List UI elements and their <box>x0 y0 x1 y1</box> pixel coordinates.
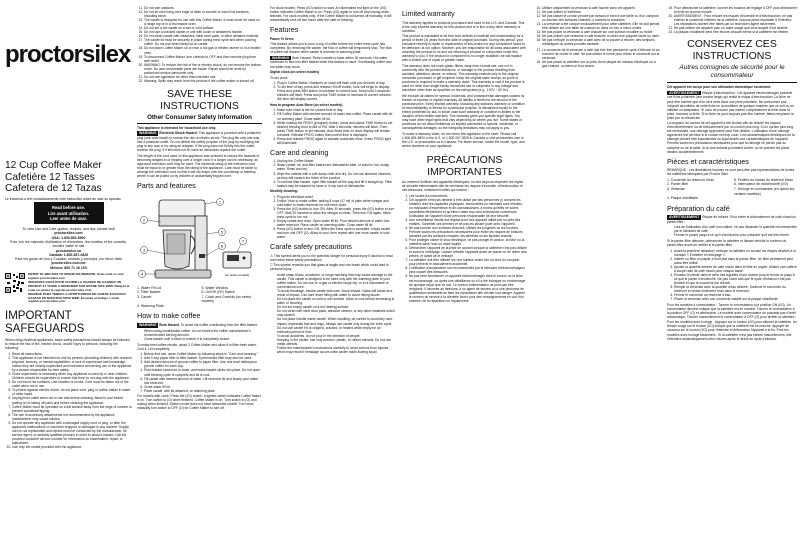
safeguard-item: 5. To protect against electric shock, do not place cord, plug or coffee maker in water or other liquid. <box>12 388 132 396</box>
qr-text-en: ENTER TO WIN 2018 TO SPEND ON WEBSITE. Scan code or visit register.proctorsilex.com <box>28 272 124 280</box>
warning-badge: AVERTISSEMENT <box>669 90 700 95</box>
care-step: 2. Wash carafe, lid, and filter basket are dishwasher-safe, or wash in hot, soapy water. Rinse and dry. <box>277 163 395 171</box>
how-step: 7. Place carafe, with lid attached, on warming plate. <box>144 389 262 393</box>
monthly-steps <box>270 195 395 240</box>
carafe-intro-2-text: This symbol reminds you that glass is fragile and can break which could lead to personal injury. <box>270 263 389 272</box>
precaution-item: 14. Ne pas placer la verseuse à café chaude sur une surface mouillée ou froide. <box>542 30 661 34</box>
qr-section <box>5 273 132 304</box>
warranty-paragraph: This product is warranted to be free from defects in material and workmanship for a period of three (3) years from the date of original purchase. During this period, your exclusive remedy is repair or replacement of this product or any component found to be defective, at our option; however, you are responsible for all costs associated with returning the product to us and our returning a product or component under this warranty to you. If the product or component is no longer available, we will replace with a similar one of equal or greater value. <box>402 34 526 63</box>
pause-serve-title: Pause 'N Serve <box>270 36 294 41</box>
warning-badge: WARNING <box>272 55 290 60</box>
precautions-heading: PRÉCAUTIONS IMPORTANTES <box>426 153 503 178</box>
carafe-intro-2 <box>270 263 395 271</box>
precautions-list <box>402 194 527 303</box>
burn-warning <box>137 323 262 328</box>
prep-step: 6. Fermer le couvercle du réservoir d'eau. <box>674 293 797 297</box>
carafe-item: • To avoid breakage, handle carafe with care. Avoid impact. Glass will break as a result of impact. Use care when filling with water to avoid hitting faucet. <box>277 289 395 297</box>
phone-ca: Canada: 1.800.267.2826 <box>48 252 89 257</box>
precaution-item: 6. Débrancher l'appareil de la prise de courant lorsque la cafetière n'est pas utilisée et avant le nettoyage. Laisser refroidir l'appareil avant de placer ou de retirer des pièces, et avant de le nettoyer. <box>409 246 527 258</box>
household-note-fr: Cet appareil est conçu pour une utilisation domestique seulement. <box>667 85 772 90</box>
precaution-item: 4. Ne pas toucher aux surfaces chaudes. Utiliser les poignées ou les boutons. Prendre toutes les précautions nécessaires pour éviter les risques de brûlures causées par les surfaces chaudes, les aliments ou les liquides chauds. <box>409 226 527 238</box>
title-en: 12 Cup Coffee Maker <box>5 160 102 171</box>
prep-switch-models: Pour les modèles à commutateur : Tourner le commutateur à la position ON (I/O). Un commutateur illuminé indique que la cafetière est en marche. Tourner le commutateur à la position OFF (O) et débrancher. Le modèle avec commutateur ne possède pas d'arrêt automatique. Tourner manuellement le commutateur à OFF (O) pour arrêter la cafetière. <box>667 302 796 319</box>
select-models-note: (on select models) <box>224 272 250 277</box>
how-step: 5. Fill carafe with desired amount of water. Lift reservoir lid and slowly pour water into reservoir. <box>144 377 262 385</box>
safeguard-item: 1. Read all instructions. <box>12 352 132 356</box>
carafe-items <box>270 273 395 354</box>
callout-5: 5 <box>220 228 224 234</box>
care-heading: Care and cleaning <box>270 147 329 157</box>
burn-text: To avoid hot coffee overflowing from the filter basket: <box>180 322 258 327</box>
precaution-item: 13. La verseuse a été conçue exclusivement pour cette cafetière. Elle ne doit jamais être utilisée sur une table de cuisson ou dans un four à micro-ondes. <box>542 22 661 30</box>
safeguard-item: 7. Coffee Maker must be operated on a flat surface away from the edge of counter to prevent accidental tipping. <box>12 405 132 413</box>
features-heading: Features <box>270 25 299 35</box>
safeguard-item: 11. Do not use outdoors. <box>144 6 262 10</box>
part-item: 5. Water Window <box>201 285 229 290</box>
safeguard-item: 13. The carafe is designed for use with this Coffee Maker. It must never be used on a range top or in a microwave oven. <box>144 18 262 26</box>
warranty-precautions-column <box>402 6 527 304</box>
callout-3: 3 <box>142 246 146 252</box>
program-heading: How to program Auto Brew (on select models) <box>270 102 343 107</box>
cord-text-fr: La longueur du cordon de cet appareil a été choisie afin de réduire les risques d'enchevêtrement ou de trébuchement par un cordon plus long. Si un cordon plus long est nécessaire, une rallonge approuvée peut être utilisée. L'utilisation d'une rallonge approuvée est permise si le cordon est trop court. Les caractéristiques électriques de la rallonge doivent être équivalentes ou supérieures aux caractéristiques de l'appareil. Prendre toutes les précautions nécessaires pour que la rallonge ne pende pas du comptoir ou de la table, là où des enfants pourraient la tirer, ou se prendre les pieds dedans accidentellement. <box>667 121 795 154</box>
prep-steps <box>667 249 797 302</box>
warranty-paragraph: This warranty does not cover glass, filters, wear from normal use, use not in conformity with the printed directions, or damage to the product resulting from accident, alteration, abuse, or misuse. This warranty extends only to the original consumer purchaser or gift recipient. Keep the original sales receipt, as proof of purchase is required to make a warranty claim. This warranty is void if the product is used for other than single-family household use or subjected to any voltage and waveform other than as specified on the rating label (e.g., 120V ~ 60 Hz). <box>402 63 525 93</box>
piece-item: 2. Panier-filtre <box>667 182 689 187</box>
carafe-item: • Do not set empty carafe on a hot heating surface. <box>277 305 395 309</box>
prep-bullet: • Lors de l'utilisation d'un café non calibré, ne pas dépasser la quantité recommandée par le fabricant de café. <box>674 225 797 233</box>
how-step: 6. Close water fill lid. <box>144 385 262 389</box>
precaution-item: 15. Ne pas utiliser une verseuse à café fissurée ou avec une poignée lâche ou usée. <box>542 34 661 38</box>
monthly-step: 4. Empty carafe and rinse. Open water fill lid. Pour desired amount of water into water reservoir. Place carafe on warming plate. Close water fill lid. <box>277 219 395 227</box>
features-care-column <box>270 6 395 355</box>
carafe-heading: Carafe safety precautions <box>270 242 352 252</box>
precaution-item: 10. Utiliser uniquement la verseuse à café fournie avec cet appareil. <box>542 6 661 10</box>
precaution-item: 9. Ne pas faire fonctionner un appareil électroménager dont le cordon ou la fiche est endommagé, ou après une défaillance ou s'il a été échappé ou endommagé de quelque façon que ce soit. Le cordon d'alimentation ne peut pas être remplacé. Il incombe au fabricant, à un agent de service ou à une personne de qualification semblable de faire les réparations afin d'éviter tout danger. Appeler le numéro du service à la clientèle fourni pour des renseignements en vue d'un examen, de la réparation ou l'ajustement. <box>409 274 527 302</box>
brand-logo: proctorsilex <box>5 41 131 68</box>
monthly-step: 2. Follow 'How to make coffee' adding 8 cups (47 ml) of plain white vinegar and cold water to water reservoir for one brew cycle. <box>277 199 395 207</box>
care-step: 3. Wipe the outside with a soft damp cloth and dry. Do not use abrasive cleaners, as they will scratch the finish of the product. <box>277 172 395 180</box>
program-steps <box>270 108 395 144</box>
safeguards-intro: When using electrical appliances, basic safety precautions should always be followed to reduce the risk of fire, electric shock, and/or injury to persons, including the following: <box>5 338 130 351</box>
callout-2: 2 <box>142 216 146 222</box>
divider <box>667 82 797 83</box>
precaution-item: 3. Une surveillance étroite est requise pour tout appareil utilisé par ou près des enfants. Surveiller ces derniers et ne pas les laisser jouer avec l'appareil. <box>409 218 527 226</box>
url-us[interactable]: proctorsilex.com <box>54 231 83 236</box>
safeguard-item: 14. Do not set a hot carafe on a wet or cold surface. <box>144 26 262 30</box>
switch-models-note: For models with clock: Press the (I/O) switch. A lighted switch indicates Coffee Maker is on. Turn switch to (O) when finished. Coffee Maker is on. Turn switch to (O) and unplug when finished. Switch model does not have automatic shutoff. Turn must manually turn switch to OFF (O) for Coffee Maker to turn off. <box>137 394 261 411</box>
pieces-list <box>667 178 797 201</box>
carafe-item: • Do not place handle inside carafe. When handling, be careful to avoid any hard impact, especially that and rings. Always use carafe only during the brew cycle. <box>277 317 395 325</box>
piece-item: 3. Verseuse <box>667 186 685 191</box>
title-es: Cafetera de 12 Tazas <box>5 183 102 194</box>
part-item: 6. On/Off (I/O) Switch <box>201 290 235 295</box>
clock-heading: Digital clock (on select models) <box>270 70 320 75</box>
clock-models-intro: For clock models: Press (I/O) button to start. An illuminated red light on the (I/O) button indicates Coffee Maker is on. Press (I/O) again to turn off and unplug when finished. For clock models only: If the Coffee Maker is not turned off manually, it will automatically shut off two hours after the start of brewing. <box>270 6 392 23</box>
carafe-item: • Do not use carafe if it is chipped, cracked, or heated while empty for an extended period of time. <box>277 326 395 334</box>
callout-4: 4 <box>140 270 144 276</box>
precaution-item: 12. Ne pas laisser le cordon pendre par dessus le bord d'une table ou d'un comptoir, ou toucher des surfaces chaudes, y compris la cuisinière. <box>542 14 661 22</box>
warranty-paragraph: We exclude all claims for special, incidental, and consequential damages caused by breach of express or implied warranty. All liability is limited to the amount of the purchase price. Every implied warranty, including any statutory warranty or condition of merchantability or fitness for a particular purpose, is disclaimed except to the extent prohibited by law, in which case such warranty or condition is limited to the duration of this written warranty. This warranty gives you specific legal rights. You may have other legal rights that vary depending on where you live. Some states or provinces do not allow limitations on implied warranties or special, incidental, or consequential damages, so the foregoing limitations may not apply to you. <box>402 93 525 131</box>
prep-step: 7. Placer la verseuse avec son couvercle installé sur la plaque chauffante. <box>674 297 797 301</box>
part-item: 3. Carafe <box>137 294 152 299</box>
carafe-intro-1-text: This symbol alerts you to the potential danger for personal injury if alcohol to read and follow these safety precautions. <box>270 253 393 262</box>
burn-bullet: • When using uncalibrated coffee, do not exceed the coffee manufacturer's recommended serving amount. <box>144 329 262 337</box>
warning-badge: WARNING <box>139 322 157 327</box>
web-info <box>5 227 132 270</box>
piece-item: 6. Interrupteur de marche/arrêt (I/O) <box>734 182 788 187</box>
web-en: To view Use and Care guides, recipes, and tips, please visit <box>22 227 115 232</box>
safeguard-item: 9. Do not operate any appliance with a damaged supply cord or plug, or after the appliance malfunctions or has been dropped or damaged in any manner. Supply cord is not replaceable and repairs must be conducted by the manufacturer, its service agent, or similarly qualified persons in order to avoid a hazard. Call the provided customer service number for information on examination, repair, or adjustment. <box>12 421 132 445</box>
read-es: Leer antes de usar. <box>49 215 88 221</box>
clock-sub: To set clock: <box>270 75 289 80</box>
prep-step: 5. Remplir la verseuse avec la quantité d'eau désirée. Soulever le couvercle du réservoir et verser lentement l'eau dans le réservoir. <box>674 285 797 293</box>
divider <box>137 123 262 124</box>
cord-text: The length of the cord used on this appliance was selected to reduce the hazards of becoming tangled in or tripping over a longer cord. If a longer cord is necessary, an approved extension cord may be used. The electrical rating of the extension cord must be equal to or greater than the rating of the appliance. Care must be taken to arrange the extension cord so that it will not drape over the countertop or tabletop where it can be pulled on by children or accidentally tripped over. <box>137 153 260 178</box>
precaution-item: 7. La cafetière doit être utilisée sur une surface droite loin du bord du comptoir, pour prévenir le basculement accidentel. <box>409 258 527 266</box>
safeguards-column <box>137 6 262 412</box>
shock-text: This appliance is provided with a polarized plug (one wide blade) to reduce the risk of electric shock. The plug fits only one way into a polarized outlet. Do not defeat the safety purpose of the plug by modifying the plug in any way or by using an adapter. If the plug does not fit fully into the outlet, reverse the plug. If it still does not fit, have an electrician replace the outlet. <box>137 131 261 153</box>
parts-list <box>137 286 262 309</box>
safeguard-item: 20. WARNING: To reduce the risk of fire or electric shock, do not remove the bottom cover. No user-serviceable parts are inside. Repair should be done by authorized service personnel only. <box>144 63 262 75</box>
prep-bullets <box>667 225 797 237</box>
safeguard-item: 6. Unplug from outlet when not in use and before cleaning. Allow to cool before putting on or taking off parts and before cleaning the appliance. <box>12 396 132 404</box>
coffee-maker-diagram <box>137 194 257 284</box>
coffee-maker-illustration <box>137 194 257 284</box>
part-item: 7. Clock and Controls (on select models) <box>201 294 252 304</box>
warning-badge: AVERTISSEMENT <box>669 215 700 220</box>
carafe-item: • To avoid accidents, do not pour in the direction of people. <box>277 334 395 338</box>
safeguard-item: 8. The use of accessory attachments not recommended by the appliance manufacturer may cause injuries. <box>12 413 132 421</box>
program-step: 1. Make sure clock is set for current time of day. <box>277 108 395 112</box>
intro-note: Le instamos a leer cuidadosamente este instructivo antes de usar su aparato. <box>5 196 122 201</box>
french-use-column <box>667 6 797 342</box>
fragile-glass-icon: ▽ <box>270 263 273 268</box>
safeguard-item: 19. To disconnect Coffee Maker, turn controls to OFF and then remove plug from wall outlet. <box>144 55 262 63</box>
clock-step: 1. Plug in Coffee Maker. Numbers on clock will flash until you set time of day. <box>277 81 395 85</box>
part-item: 1. Water Fill Lid <box>137 285 162 290</box>
monthly-step: 3. Press the (I/O) button to turn ON. After 30 seconds, press the (I/O) button to turn OFF. Wait 20 minutes to allow the vinegar to clean. Then turn ON again. Allow brew cycle to run out. <box>277 207 395 219</box>
title-fr: Cafetière 12 Tasses <box>5 171 95 183</box>
carafe-item: • Follow the manufacturer's instructions carefully to avoid serious burn injuries which may result if breakage occurs while carafe holds flowing liquid. <box>277 346 395 354</box>
warning-triangle-icon: ⚠ <box>270 253 273 258</box>
phone-us: USA: 1.800.851.8900 <box>51 235 86 240</box>
precaution-item: 5. Pour protéger contre le choc électrique, ne pas plonger le cordon, la fiche ou la cafetière dans l'eau ou autre liquide. <box>409 238 527 246</box>
clock-steps <box>270 81 395 101</box>
monthly-step: 5. Press (I/O) button to turn ON. When the brew cycle is complete, empty carafe and turn unit OFF (O). Allow to cool, then repeat with one more carafe of cold water. <box>277 227 395 239</box>
callout-1: 1 <box>218 198 222 204</box>
household-note: This appliance is intended for household use only. <box>137 125 217 130</box>
prep-step: 2. Insérer un filtre en papier à fond plat dans le panier-filtre. Un filtre permanent peut aussi être utilisé. <box>674 257 797 265</box>
url-ca[interactable]: proctorsilex.ca <box>56 248 81 253</box>
pause-warning <box>270 56 395 69</box>
precautions-cont-column <box>535 6 661 70</box>
conserve-subheading: Autres consignes de sécurité pour le consommateur <box>679 64 785 79</box>
prep-warning-text: Risque de brûlure. Pour éviter le débordement de café chaud du panier-filtre : <box>667 215 797 224</box>
clock-step: 2. To set time of day, press and release HOUR button, hour will begin to display. Press and press MIN button to increase to current hour. Keep hold 3 seconds; minutes will flash. Press and press TIME button to increase to current minutes. Set time will display current. <box>277 85 395 101</box>
carafe-item: • Do not clean with steel wool pads, abrasive cleaner, or any other materials which may scratch. <box>277 309 395 317</box>
carafe-item: • Keeping in the carafe, use only wooden, plastic, or rubber utensils. Do not use metal utensils. <box>277 338 395 346</box>
other-safety-heading: Other Consumer Safety Information <box>147 113 252 121</box>
safeguard-item: 4. Do not touch hot surfaces. Use handles or knobs. Cord must be taken out of the outlet when not in use. <box>12 380 132 388</box>
piece-item: 1. Couvercle du réservoir d'eau <box>667 177 715 182</box>
part-item: 2. Filter Basket <box>137 290 161 295</box>
prep-first-note: Si le panier-filtre déborde, débrancher la cafetière et laisser refroidir le contenu du panier-filtre avant de vérifier si le panier-filtre. <box>667 238 787 248</box>
read-before-use-box <box>34 202 104 224</box>
precautions-list-end <box>667 6 797 34</box>
prep-step: 3. Ajouter la quantité désirée de café moulu dans le filtre en papier. Utiliser une cuillère à soupe rase de café moulu pour chaque tasse. <box>674 265 797 273</box>
precautions-list-cont <box>535 6 661 46</box>
safeguard-item: 22. Warning: Spills may result from this product if the coffee maker is turned off. <box>144 79 262 83</box>
qr-text-es: INGRESE PARA TENER LA OPORTUNIDAD DE GANAR $100 PARA GASTAR EN NUESTRO SITIO WEB. Escanee el código o visite register.proctorsilex.com <box>28 291 126 304</box>
qr-code-icon[interactable] <box>5 273 25 293</box>
pieces-heading: Pièces et caractéristiques <box>667 156 749 166</box>
phone-mx: México: 800 71 16 100 <box>50 265 87 270</box>
carafe-item: • Do not place the carafe on cold or wet surface. Allow to cool before immersing in water or cleaning. <box>277 297 395 305</box>
program-step: 4. Press and release PROG again to activate automatic brew. Green PROG light will illuminate. <box>277 137 395 145</box>
first-use-note: To make best coffee results, about 2 Coffee Maker and allow it to filter fresh water, Cool it. Let completely. <box>137 342 257 351</box>
safeguard-item: 18. Do not place Coffee Maker on or near a hot gas or electric burner or in a heated oven. <box>144 46 262 54</box>
safeguard-item: 15. Do not use a cracked carafe or one with loose or weakened handle. <box>144 30 262 34</box>
precaution-item: 8. L'utilisation d'accessoires non recommandés par le fabricant d'électroménagers peut causer des blessures. <box>409 266 527 274</box>
warranty-paragraph: This warranty applies to products purchased and used in the U.S. and Canada. This is the only express warranty for this product and is in lieu of any other warranty or condition. <box>402 20 525 33</box>
prep-bullet: • Fermer le panier jusqu'à ce qu'il s'enclenche pour s'assurer qu'il est bien fermé. <box>674 233 797 237</box>
precaution-item: 22. La plaque chauffante peut être encore chaude même si la cafetière est éteinte. <box>674 30 797 34</box>
conserve-heading: CONSERVEZ CES INSTRUCTIONS <box>687 38 777 63</box>
precaution-item: 21. Ne pas utiliser cet appareil pour un autre usage que celui auquel il est destiné. <box>674 26 797 30</box>
safeguard-item: 21. Do not use appliance for other than intended use. <box>144 75 262 79</box>
shock-title: Electrical Shock Hazard: <box>159 131 198 136</box>
precaution-item: 19. Pour débrancher la cafetière, tourner les boutons de réglage à OFF puis débrancher la fiche de la prise murale. <box>674 6 797 14</box>
how-step: 2. Add 4-cup paper filter to filter basket. A permanent filter may also be used. <box>144 356 262 360</box>
warning-badge: WARNING <box>139 131 157 136</box>
pause-warning-text: Burn Hazard. Return carafe to base within 30 seconds. Hot water continues to flow into filter basket when this feature is used. Overflowing coffee and hot water may occur. <box>270 55 392 69</box>
read-en: Read before use. <box>52 205 85 211</box>
burn-bullets <box>137 329 262 341</box>
pieces-note: REMARQUE : Les illustrations fournies ne sont peut-être pas représentatives de toutes les cafetières fabriquées par Proctor Silex. <box>667 168 795 177</box>
how-step: 3. Add desired amount of ground coffee to paper filter. Use one level tablespoon ground coffee for each cup. <box>144 360 262 368</box>
url-mx[interactable]: proctorsilex.com.mx <box>51 261 86 266</box>
prep-heading: Préparation du café <box>667 203 730 213</box>
safeguard-item: 10. Use only the carafe provided with the appliance. <box>12 445 132 449</box>
burn-title: Burn Hazard. <box>159 322 180 327</box>
pause-serve-text: This feature allows you to pour a cup of coffee before the entire brew cycle has completed. By removing the carafe, the flow of coffee will temporarily stop. The flow of coffee will resume when carafe is returned to warming plate. <box>270 42 392 55</box>
shock-warning <box>137 131 262 152</box>
part-item: 4. Warming Plate <box>137 303 164 308</box>
precaution-item: 1. Lire toutes les instructions. <box>409 194 527 198</box>
read-fr: Lire avant utilisation. <box>48 210 89 216</box>
how-to-heading: How to make coffee <box>137 311 201 321</box>
carafe-item: • Avoid sharp blows, scratches, or rough handling that may cause damage to the carafe. This carafe is designed to be used only with the warming plate of your coffee maker. Do not use on a gas or electric range top, or in a microwave or conventional oven. <box>277 273 395 289</box>
safeguard-item: 12. Do not let cord hang over edge of table or counter or touch hot surfaces, including stove. <box>144 10 262 18</box>
web-es: Para ver guías de Uso y Cuidado, recetas y consejos, por favor visite <box>14 257 123 262</box>
product-title <box>5 160 132 195</box>
safeguard-item: 2. This appliance is not intended for use by persons (including children) with reduced physical, sensory, or mental capabilities, or lack of experience and knowledge, unless they are closely supervised and instructed concerning use of the appliance by a person responsible for their safety. <box>12 356 132 372</box>
prep-step: 1. Avant la première utilisation, nettoyer la cafetière en suivant les étapes décrites à la rubrique « Entretien et nettoyage ». <box>674 249 797 257</box>
precaution-item: 16. Ne pas nettoyer la verseuse à café avec de la poudre à récurer, des tampons métalliques ou autres produits abrasifs. <box>542 38 661 46</box>
qr-text <box>28 273 132 304</box>
prep-step: 4. Pousser le panier dans le sens des aiguilles d'une montre pour le fermer et jusqu'à ce que le panier s'enclenche. Ne pas ouvrir tant que le cycle d'infusion n'est pas terminé et que le couvercle est refroidi. <box>674 273 797 285</box>
shock-text-fr: Risque d'électrocution : Cet appareil électroménager possède une fiche polarisée (une broche large) qui réduit le risque d'électrocution. La fiche ne peut être insérée que d'un seul sens dans une prise polarisée. Ne contournez pas l'objectif sécuritaire de cette fiche en la modifiant de quelque manière que ce soit ou en utilisant un adaptateur. Si vous ne pouvez pas insérer complètement la fiche dans la prise, inversez la fiche. Si la fiche ne peut toujours pas être insérée, faites remplacer la prise par un électricien. <box>667 90 794 120</box>
save-instructions-heading: SAVE THESE INSTRUCTIONS <box>160 87 239 112</box>
prep-clock-models: Pour les modèles avec horloge : Appuyer sur le bouton (I/O) pour allumer la cafetière. Un témoin rouge sur le bouton (I/O) indique que la cafetière est en marche. Appuyer de nouveau sur le bouton (I/O) pour l'éteindre et débrancher l'appareil à la fin. Pour les modèles avec horloge seulement : Si la cafetière n'est pas éteinte manuellement, elle s'éteindra automatiquement deux heures après le début du cycle d'infusion. <box>667 320 797 341</box>
safeguards-heading: IMPORTANT SAFEGUARDS <box>5 310 85 336</box>
cover-column <box>5 6 132 451</box>
safeguards-list <box>5 352 132 449</box>
piece-item: 5. Fenêtre du niveau du réservoir d'eau <box>734 177 794 182</box>
care-step: 1. Unplug the Coffee Maker. <box>277 159 395 163</box>
program-step: 2. Fill Coffee Maker with desired amount of water and coffee. Place carafe with lid on warming plate. Close water fill lid. <box>277 112 395 120</box>
burn-bullet: • Close basket until it clicks to ensure it is completely closed. <box>144 337 262 341</box>
shock-warning-fr <box>667 91 797 120</box>
safeguard-item: 3. Close supervision is necessary when any appliance is used by or near children. Children should be supervised to ensure that they do not play with the appliance. <box>12 372 132 380</box>
warranty-paragraph: To make a warranty claim, do not return this appliance to the store. Please call 1.800.851.8900 in the U.S. or 1.800.267.2826 in Canada or visit proctorsilex.com in the U.S. or proctorsilex.ca in Canada. For faster service, locate the model, type, and series numbers on your appliance. <box>402 131 525 148</box>
how-step: 1. Before first use, clean Coffee Maker by following steps in "Care and cleaning." <box>144 352 262 356</box>
care-steps <box>270 159 395 187</box>
piece-item: 7. Horloge et commandes (en option sur certains modèles) <box>734 186 795 196</box>
how-steps <box>137 352 262 392</box>
precaution-item: 2. Cet appareil n'est pas destiné à être utilisé par des personnes (y compris les enfants) dont les capacités physiques, sensorielles ou mentales sont réduites, ou manquant d'expérience et de connaissances, à moins qu'elles ne soient surveillées étroitement et qu'elles n'aient reçu des instructions concernant l'utilisation de l'appareil d'une personne responsable de leur sécurité. <box>409 198 527 218</box>
web-fr: Pour voir les manuels d'utilisation et d'entretien, les recettes et les conseils, veuillez visiter le site <box>10 239 127 249</box>
monthly-step: 1. Plug into electrical outlet. <box>277 195 395 199</box>
monthly-heading: Monthly cleaning: <box>270 189 299 194</box>
program-step: 3. While holding the PROG (program) button, press and pause TIME button to set desired brewing hour to AM or PM. Wait 3 seconds; minutes will flash. Then, press TIME button to set minutes. Auto Brew time on clock display will remain constant. Release PROG button that current time is displayed. <box>277 121 395 137</box>
warranty-heading: Limited warranty <box>402 9 455 18</box>
precaution-item: 11. Ne pas utiliser à l'extérieur. <box>542 10 661 14</box>
precautions-intro: Au moment d'utiliser des appareils électriques, on doit toujours respecter les règles de sécurité élémentaires afin de minimiser les risques d'incendie, d'électrocution et des blessures, notamment celles qui suivent : <box>402 179 524 192</box>
qr-text-fr: INSCRIVEZ-VOUS POUR COURIR LA CHANCE DE GAGNER UN PRODUIT 12 TASSE A DEPENSER SUR NOTRE SITE WEB. Balayez le code ou visitez le register.proctorsilex.com <box>28 279 130 292</box>
safeguard-item: 16. Do not clean carafe with cleansers, steel wool pads, or other abrasive material. <box>144 34 262 38</box>
parts-heading: Parts and features <box>137 181 196 190</box>
callout-7: 7 <box>241 237 245 243</box>
carafe-intro-1 <box>270 254 395 262</box>
precautions-list-col6 <box>535 48 661 68</box>
precaution-item: 18. Ne pas placer la cafetière sur ou près d'une plaque de cuisson électrique ou à gaz chaude, ou dans un four chaud. <box>542 60 661 68</box>
safeguard-item: 17. The carafe lid must be securely in place during brew cycle and when pouring coffee. Do not use when steep lid on carafe. <box>144 38 262 46</box>
precaution-item: 20. AVERTISSEMENT : Pour réduire les risques d'incendie et d'électrocution, ne pas enlever le couvercle inférieur de la cafetière. Aucune pièce réparable à l'intérieur. Les réparations doivent être faites par un technicien agréé seulement. <box>674 14 797 26</box>
piece-item: 4. Plaque chauffante <box>667 196 699 201</box>
safeguards-list-cont <box>137 6 262 83</box>
care-step: 4. To remove filter basket, open filter basket all the way and lift it straight up. Filter basket may be washed by hand or in top rack of dishwasher. <box>277 180 395 188</box>
precaution-item: 17. Le couvercle de la verseuse à café doit être fixé pendant le cycle d'infusion et au moment de verser le café. Ne pas utiliser le formé pour retirer le couvercle sur la verseuse. <box>542 48 661 60</box>
prep-warning <box>667 215 797 224</box>
callout-6: 6 <box>220 242 224 248</box>
how-step: 4. Push basket closed as to close, and make basket clicks into place. Do not open until brewing cycle is complete and lid is cool. <box>144 368 262 376</box>
